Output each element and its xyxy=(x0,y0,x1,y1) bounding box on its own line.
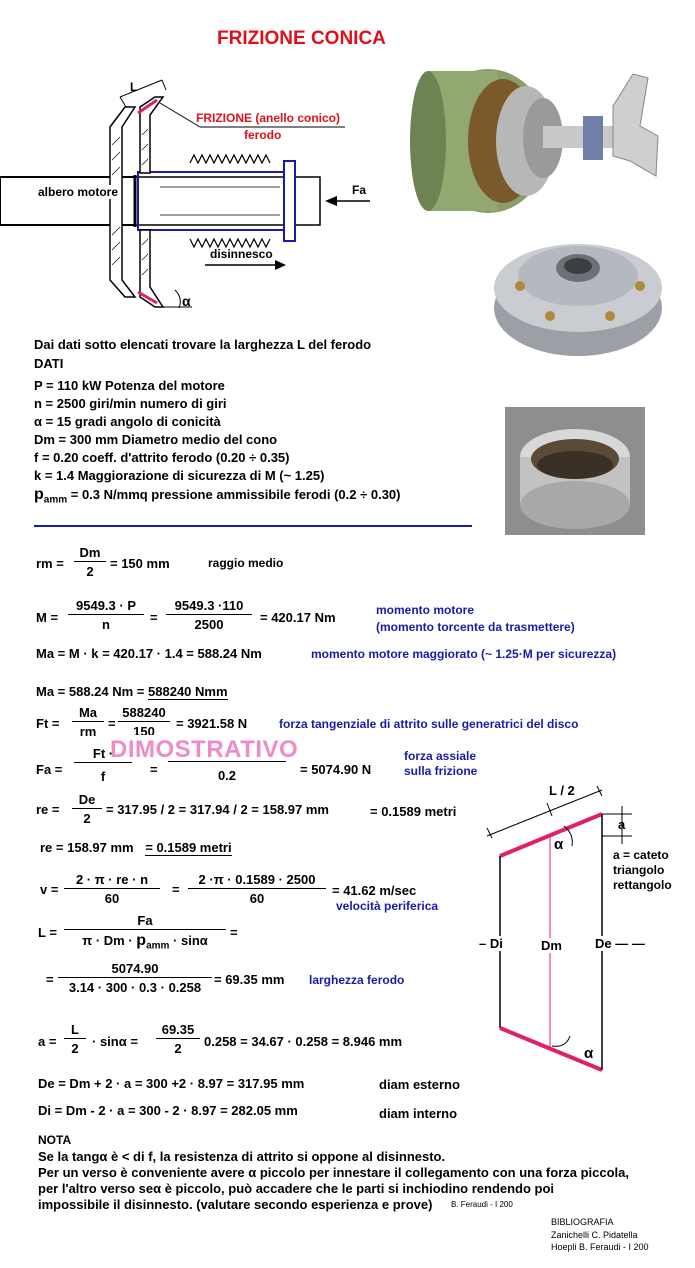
di-note: diam interno xyxy=(379,1106,458,1121)
diagram-label-l: L xyxy=(130,80,138,94)
ft-rhs: = 3921.58 N xyxy=(176,716,248,731)
ma-line: Ma = M · k = 420.17 · 1.4 = 588.24 Nm xyxy=(36,646,262,661)
re-fraction: $\frac{De}{2}$ xyxy=(72,792,102,826)
rm-rhs: = 150 mm xyxy=(110,556,170,571)
dati-title: DATI xyxy=(34,356,64,371)
l-eq: = xyxy=(230,925,238,940)
de-note: diam esterno xyxy=(379,1077,460,1092)
diagram-label-fa: Fa xyxy=(352,183,367,197)
v-fraction-2: $\frac{2 \cdot\pi \cdot 0.1589 \cdot 2500}{60}$ xyxy=(188,872,326,906)
trap-alpha-top: α xyxy=(554,836,564,853)
biblio-line: Zanichelli C. Pidatella xyxy=(551,1230,638,1240)
page-title: FRIZIONE CONICA xyxy=(217,28,386,49)
ft-eq: = xyxy=(108,716,116,731)
de-line: De = Dm + 2 · a = 300 +2 · 8.97 = 317.95 mm xyxy=(38,1076,305,1091)
fa-fraction-1: $\frac{Ft \cdot}{f}$ xyxy=(74,746,132,784)
trap-label-di: – Di xyxy=(479,936,503,951)
trap-label-a: a xyxy=(618,817,626,832)
rm-note: raggio medio xyxy=(208,556,284,570)
cone-trapezoid-diagram xyxy=(482,778,695,1078)
nota-line: impossibile il disinnesto. (valutare secondo esperienza e prove) xyxy=(38,1197,433,1212)
trap-label-l2: L / 2 xyxy=(549,783,575,798)
a-rhs: 0.258 = 34.67 · 0.258 = 8.946 mm xyxy=(204,1034,403,1049)
trap-note: triangolo xyxy=(613,863,665,877)
fa-note: sulla frizione xyxy=(404,764,478,778)
nota-line: Se la tangα è < di f, la resistenza di attrito si oppone al disinnesto. xyxy=(38,1149,446,1164)
m-fraction-1: $\frac{9549.3 \cdot P}{n}$ xyxy=(68,598,144,632)
nota-line: per l'altro verso seα è piccolo, può accadere che le parti si inchiodino rendendo poi xyxy=(38,1181,555,1196)
l2-rhs: = 69.35 mm xyxy=(214,972,285,987)
m-note: (momento torcente da trasmettere) xyxy=(376,620,575,634)
ma-note: momento motore maggiorato (~ 1.25·M per sicurezza) xyxy=(311,647,617,661)
v-eq: = xyxy=(172,882,180,897)
clutch-photo-1 xyxy=(408,66,683,216)
dati-line: α = 15 gradi angolo di conicità xyxy=(34,414,221,429)
l2-fraction: $\frac{5074.90}{3.14 \cdot 300 \cdot 0.3 \cdot 0.258}$ xyxy=(58,961,212,995)
ft-lhs: Ft = xyxy=(36,716,60,731)
re-metri: = 0.1589 metri xyxy=(370,804,457,819)
v-note: velocità periferica xyxy=(336,899,439,913)
diagram-label-frizione: FRIZIONE (anello conico) xyxy=(196,111,341,125)
watermark: DIMOSTRATIVO xyxy=(110,736,299,763)
diagram-label-ferodo: ferodo xyxy=(244,128,282,142)
l2-note: larghezza ferodo xyxy=(309,973,405,987)
cone-ring-photo xyxy=(505,407,645,535)
a-fraction-2: $\frac{69.35}{2}$ xyxy=(156,1022,200,1056)
trap-alpha-bottom: α xyxy=(584,1045,594,1062)
dati-line-pamm: $p_{amm} = 0.3$ N/mmq pressione ammissibile ferodi (0.2 ÷ 0.30) xyxy=(34,486,401,506)
dati-line: P = 110 kW Potenza del motore xyxy=(34,378,225,393)
fa-fraction-2: 0.2 xyxy=(168,746,286,783)
nota-line: Per un verso è conveniente avere α piccolo per innestare il collegamento con una forza piccola, xyxy=(38,1165,630,1180)
diagram-label-albero: albero motore xyxy=(38,185,119,199)
fa-eq: = xyxy=(150,762,158,777)
ft-fraction-1: $\frac{Ma}{rm}$ xyxy=(72,705,104,739)
m-fraction-2: $\frac{9549.3 \cdot 110}{2500}$ xyxy=(166,598,252,632)
re-rhs: = 317.95 / 2 = 317.94 / 2 = 158.97 mm xyxy=(106,802,329,817)
re-lhs: re = xyxy=(36,802,60,817)
rm-lhs: rm = xyxy=(36,556,64,571)
rm-fraction: $\frac{Dm}{2}$ xyxy=(74,545,106,579)
l2-eq: = xyxy=(46,972,54,987)
m-lhs: M = xyxy=(36,610,59,625)
re2-line: re = 158.97 mm = 0.1589 metri xyxy=(40,840,232,855)
ft-fraction-2: $\frac{588240}{150}$ xyxy=(118,705,170,735)
nota-signature: B. Feraudi - I 200 xyxy=(451,1200,513,1209)
dati-line: k = 1.4 Maggiorazione di sicurezza di M (~ 1.25) xyxy=(34,468,325,483)
diagram-label-alpha: α xyxy=(182,293,191,309)
trap-label-dm: Dm xyxy=(541,938,562,953)
v-fraction-1: $\frac{2 \cdot \pi \cdot re \cdot n}{60}$ xyxy=(64,872,160,906)
a-mid: · sinα = xyxy=(92,1034,138,1049)
dati-line: f = 0.20 coeff. d'attrito ferodo (0.20 ÷ 0.35) xyxy=(34,450,290,465)
ft-note: forza tangenziale di attrito sulle generatrici del disco xyxy=(279,717,579,731)
fa-note: forza assiale xyxy=(404,749,477,763)
ma-nmm-line: Ma = 588.24 Nm = 588240 Nmm xyxy=(36,684,228,699)
dati-line: n = 2500 giri/min numero di giri xyxy=(34,396,227,411)
m-note: momento motore xyxy=(376,603,475,617)
dati-line: Dm = 300 mm Diametro medio del cono xyxy=(34,432,278,447)
a-lhs: a = xyxy=(38,1034,57,1049)
fa-rhs: = 5074.90 N xyxy=(300,762,372,777)
nota-title: NOTA xyxy=(38,1133,72,1147)
divider xyxy=(34,525,472,527)
diagram-label-disinnesco: disinnesco xyxy=(210,247,273,261)
task-text: Dai dati sotto elencati trovare la larghezza L del ferodo xyxy=(34,337,372,352)
clutch-photo-2 xyxy=(490,236,665,364)
l-lhs: L = xyxy=(38,925,57,940)
trap-note: rettangolo xyxy=(613,878,672,892)
biblio-line: Hoepli B. Feraudi - I 200 xyxy=(551,1242,649,1252)
m-eq: = xyxy=(150,610,158,625)
biblio-title: BIBLIOGRAFIA xyxy=(551,1217,614,1227)
v-rhs: = 41.62 m/sec xyxy=(332,883,417,898)
v-lhs: v = xyxy=(40,882,59,897)
m-rhs: = 420.17 Nm xyxy=(260,610,336,625)
a-fraction-1: $\frac{L}{2}$ xyxy=(64,1022,86,1056)
di-line: Di = Dm - 2 · a = 300 - 2 · 8.97 = 282.05 mm xyxy=(38,1103,298,1118)
l-fraction: Fa $\pi \cdot Dm \cdot p_{amm} \cdot \sin\alpha$ xyxy=(64,913,226,952)
trap-note: a = cateto xyxy=(613,848,669,862)
fa-lhs: Fa = xyxy=(36,762,63,777)
trap-label-de: De — — xyxy=(595,936,645,951)
